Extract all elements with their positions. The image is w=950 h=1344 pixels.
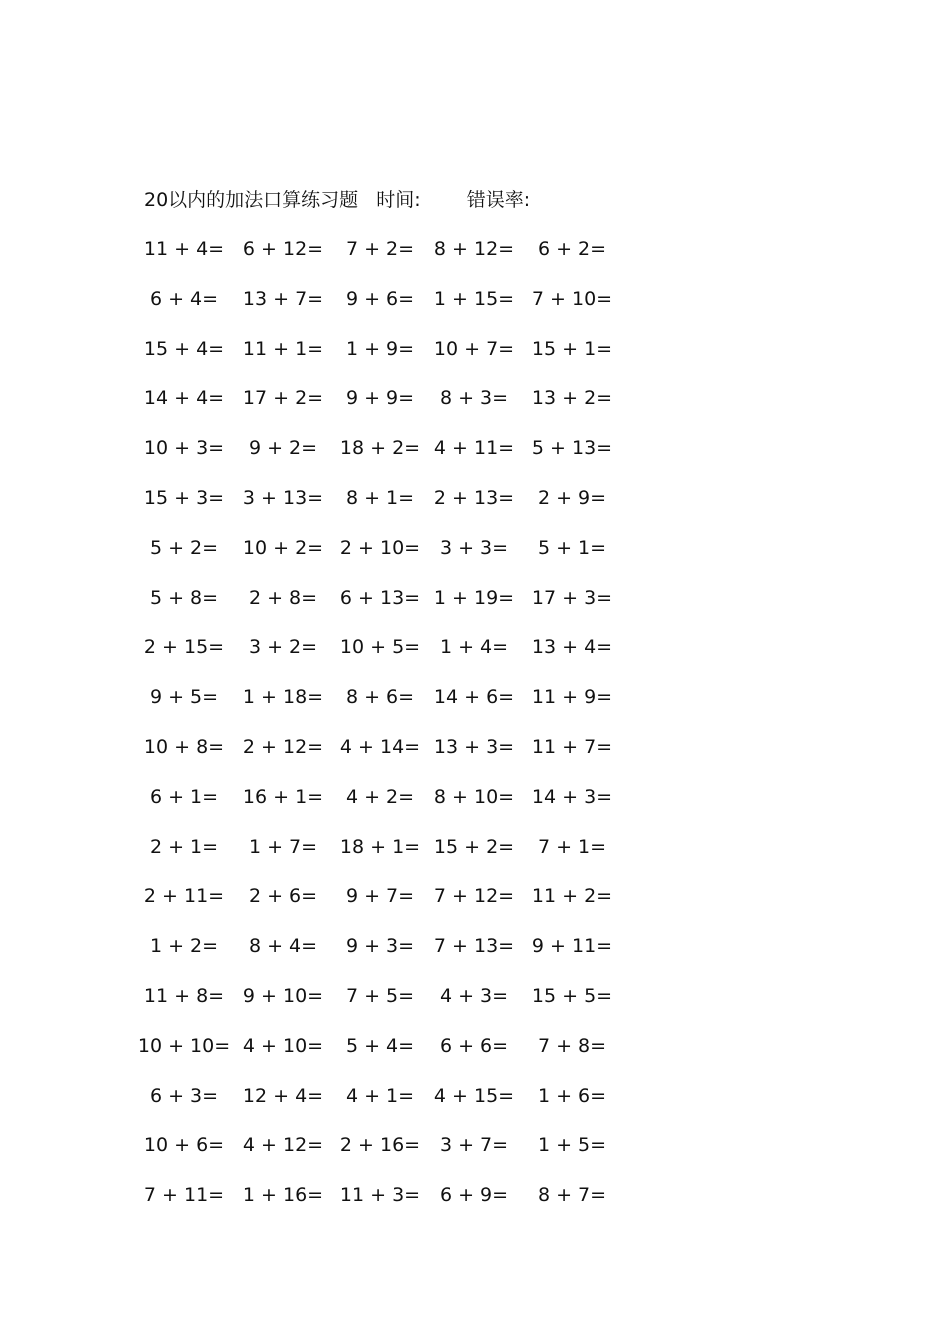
addition-problem: 17 + 3= [531,586,613,609]
addition-problem: 13 + 7= [242,287,324,310]
addition-problem: 6 + 12= [242,238,324,260]
addition-problem: 6 + 4= [149,287,219,310]
addition-problem: 1 + 6= [537,1084,607,1107]
time-label: 时间: [376,189,421,211]
addition-problem: 10 + 10= [137,1034,231,1057]
addition-problem: 15 + 4= [143,337,225,360]
addition-problem: 15 + 2= [433,835,515,858]
addition-problem: 8 + 3= [439,387,509,410]
addition-problem: 6 + 6= [439,1034,509,1057]
addition-problem: 7 + 10= [531,287,613,310]
addition-problem: 5 + 4= [345,1034,415,1057]
addition-problem: 2 + 12= [242,736,324,758]
addition-problem: 1 + 4= [439,636,509,659]
addition-problem: 15 + 1= [531,337,613,360]
addition-problem: 8 + 10= [433,785,515,808]
addition-problem: 7 + 12= [433,885,515,908]
addition-problem: 9 + 7= [345,885,415,908]
addition-problem: 3 + 13= [242,487,324,509]
addition-problem: 14 + 3= [531,785,613,808]
addition-problem: 6 + 1= [149,785,219,808]
addition-problem: 13 + 4= [531,636,613,659]
addition-problem: 2 + 9= [537,487,607,509]
addition-problem: 2 + 11= [143,885,225,908]
addition-problem: 4 + 10= [242,1034,324,1057]
addition-problem: 12 + 4= [242,1084,324,1107]
addition-problem: 17 + 2= [242,387,324,410]
addition-problem: 10 + 5= [339,636,421,659]
addition-problem: 9 + 11= [531,935,613,958]
addition-problem: 10 + 3= [143,437,225,460]
addition-problem: 14 + 6= [433,686,515,709]
addition-problem: 6 + 9= [439,1184,509,1207]
addition-problem: 4 + 14= [339,736,421,758]
addition-problem: 6 + 2= [537,238,607,260]
addition-problem: 7 + 11= [143,1184,225,1207]
addition-problem: 1 + 15= [433,287,515,310]
addition-problem: 2 + 15= [143,636,225,659]
addition-problem: 8 + 4= [248,935,318,958]
addition-problem: 9 + 9= [345,387,415,410]
addition-problem: 4 + 15= [433,1084,515,1107]
addition-problem: 5 + 13= [531,437,613,460]
addition-problem: 15 + 3= [143,487,225,509]
addition-problem: 7 + 5= [345,985,415,1007]
addition-problem: 14 + 4= [143,387,225,410]
addition-problem: 2 + 16= [339,1134,421,1157]
addition-problem: 5 + 1= [537,536,607,559]
addition-problem: 11 + 7= [531,736,613,758]
addition-problem: 7 + 2= [345,238,415,260]
addition-problem: 8 + 6= [345,686,415,709]
addition-problem: 7 + 8= [537,1034,607,1057]
addition-problem: 1 + 2= [149,935,219,958]
addition-problem: 11 + 8= [143,985,225,1007]
addition-problem: 8 + 1= [345,487,415,509]
addition-problem: 8 + 12= [433,238,515,260]
addition-problem: 1 + 18= [242,686,324,709]
addition-problem: 3 + 7= [439,1134,509,1157]
addition-problem: 9 + 2= [248,437,318,460]
addition-problem: 1 + 9= [345,337,415,360]
addition-problem: 9 + 10= [242,985,324,1007]
addition-problem: 15 + 5= [531,985,613,1007]
addition-problem: 7 + 13= [433,935,515,958]
addition-problem: 8 + 7= [537,1184,607,1207]
addition-problem: 9 + 6= [345,287,415,310]
addition-problem: 4 + 12= [242,1134,324,1157]
addition-problem: 11 + 2= [531,885,613,908]
addition-problem: 11 + 9= [531,686,613,709]
addition-problem: 3 + 3= [439,536,509,559]
addition-problem: 18 + 1= [339,835,421,858]
addition-problem: 6 + 13= [339,586,421,609]
addition-problem: 2 + 8= [248,586,318,609]
addition-problem: 3 + 2= [248,636,318,659]
addition-problem: 11 + 3= [339,1184,421,1207]
addition-problem: 9 + 5= [149,686,219,709]
addition-problem: 10 + 7= [433,337,515,360]
addition-problem: 7 + 1= [537,835,607,858]
addition-problem: 18 + 2= [339,437,421,460]
addition-problem: 1 + 5= [537,1134,607,1157]
addition-problem: 11 + 4= [143,238,225,260]
addition-problem: 10 + 6= [143,1134,225,1157]
addition-problem: 4 + 11= [433,437,515,460]
addition-problem: 10 + 8= [143,736,225,758]
addition-problem: 16 + 1= [242,785,324,808]
addition-problem: 13 + 2= [531,387,613,410]
worksheet-title: 20以内的加法口算练习题 [144,189,359,211]
addition-problem: 4 + 1= [345,1084,415,1107]
addition-problem: 10 + 2= [242,536,324,559]
addition-problem: 1 + 7= [248,835,318,858]
addition-problem: 2 + 1= [149,835,219,858]
addition-problem: 13 + 3= [433,736,515,758]
addition-problem: 4 + 2= [345,785,415,808]
addition-problem: 2 + 10= [339,536,421,559]
addition-problem: 1 + 16= [242,1184,324,1207]
addition-problem: 4 + 3= [439,985,509,1007]
error-rate-label: 错误率: [466,189,531,211]
addition-problem: 5 + 2= [149,536,219,559]
addition-problem: 2 + 13= [433,487,515,509]
addition-problem: 9 + 3= [345,935,415,958]
addition-problem: 1 + 19= [433,586,515,609]
addition-problem: 6 + 3= [149,1084,219,1107]
addition-problem: 11 + 1= [242,337,324,360]
addition-problem: 5 + 8= [149,586,219,609]
addition-problem: 2 + 6= [248,885,318,908]
